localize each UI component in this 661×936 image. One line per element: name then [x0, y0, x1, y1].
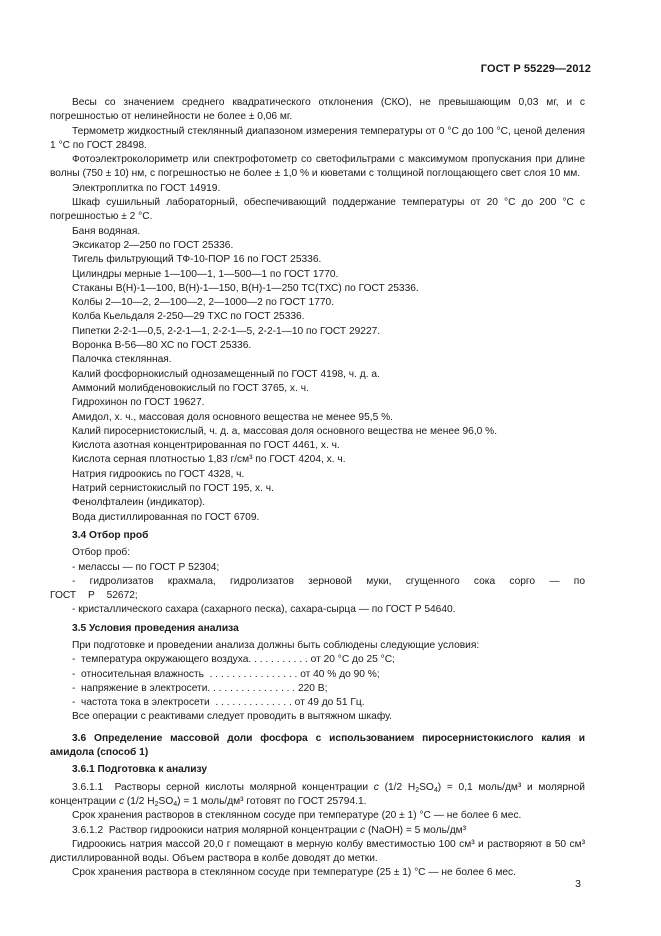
- list-item: Баня водяная.: [72, 225, 141, 237]
- sampling-item: - гидролизатов крахмала, гидролизатов зерновой муки, сгущенного сока сорго — по ГОСТ Р 52672;: [50, 575, 585, 602]
- list-item: Колбы 2—10—2, 2—100—2, 2—1000—2 по ГОСТ 1770.: [72, 297, 335, 309]
- list-item: Стаканы В(Н)-1—100, В(Н)-1—150, В(Н)-1—250 ТС(ТХС) по ГОСТ 25336.: [72, 282, 419, 294]
- sampling-item: - кристаллического сахара (сахарного песка), сахара-сырца — по ГОСТ Р 54640.: [72, 604, 456, 616]
- list-item: Калий пиросернистокислый, ч. д. а, массовая доля основного вещества не менее 96,0 %.: [72, 425, 498, 437]
- storage-term-2: Срок хранения раствора в стеклянном сосуде при температуре (25 ± 1) °С — не более 6 мес.: [72, 867, 516, 879]
- section-heading-3-6-1: 3.6.1 Подготовка к анализу: [72, 764, 208, 776]
- page-number: 3: [575, 878, 581, 890]
- section-heading-3-5: 3.5 Условия проведения анализа: [72, 622, 239, 634]
- condition-item: - частота тока в электросети . . . . . . . . . . . . . . от 49 до 51 Гц.: [72, 697, 365, 709]
- clause-number: 3.6.1.1: [72, 781, 104, 793]
- condition-item: - относительная влажность . . . . . . . . . . . . . . . . от 40 % до 90 %;: [72, 668, 380, 680]
- sampling-item: - мелассы — по ГОСТ Р 52304;: [72, 561, 220, 573]
- formula: (1/2 $H_2SO_4$): [126, 795, 181, 808]
- fume-hood-note: Все операции с реактивами следует проводить в вытяжном шкафу.: [72, 711, 392, 723]
- document-code-header: ГОСТ Р 55229—2012: [480, 63, 591, 75]
- list-item: Натрия гидроокись по ГОСТ 4328, ч.: [72, 468, 245, 480]
- list-item: Воронка В-56—80 ХС по ГОСТ 25336.: [72, 340, 252, 352]
- list-item: Гидрохинон по ГОСТ 19627.: [72, 397, 205, 409]
- paragraph-thermometer: Термометр жидкостный стеклянный диапазоном измерения температуры от 0 °С до 100 °С, ценой деления 1 °С по ГОСТ 28498.: [50, 125, 585, 151]
- naoh-preparation: Гидроокись натрия массой 20,0 г помещают в мерную колбу вместимостью 100 см³ и растворяют в 50 см³ дистиллированной воды. Объем раствора в колбе доводят до метки.: [50, 838, 585, 865]
- page-body: [50, 96, 585, 881]
- list-item: Цилиндры мерные 1—100—1, 1—500—1 по ГОСТ 1770.: [72, 268, 339, 280]
- list-item: Палочка стеклянная.: [72, 354, 172, 366]
- list-item: Калий фосфорнокислый однозамещенный по ГОСТ 4198, ч. д. а.: [72, 368, 380, 380]
- variable-c: с: [373, 781, 379, 793]
- storage-term-1: Срок хранения растворов в стеклянном сосуде при температуре (20 ± 1) °С — не более 6 мес.: [72, 810, 522, 822]
- equipment-list: [50, 225, 585, 525]
- section-heading-3-6: 3.6 Определение массовой доли фосфора с использованием пиросернистокислого калия и амидола (способ 1): [50, 732, 585, 759]
- section-heading-3-4: 3.4 Отбор проб: [72, 529, 149, 541]
- list-item: Натрий сернистокислый по ГОСТ 195, х. ч.: [72, 483, 274, 495]
- list-item: Эксикатор 2—250 по ГОСТ 25336.: [72, 239, 234, 251]
- list-item: Колба Кьельдаля 2-250—29 ТХС по ГОСТ 25336.: [72, 311, 305, 323]
- paragraph-hotplate: Электроплитка по ГОСТ 14919.: [72, 182, 221, 194]
- list-item: Аммоний молибденовокислый по ГОСТ 3765, х. ч.: [72, 382, 309, 394]
- paragraph-scales: Весы со значением среднего квадратического отклонения (СКО), не превышающим 0,03 мг, и с погрешностью от нелинейности не более ± 0,06 мг.: [50, 97, 585, 123]
- condition-item: - напряжение в электросети. . . . . . . . . . . . . . . . 220 В;: [72, 682, 328, 694]
- clause-number: 3.6.1.2: [72, 824, 104, 836]
- list-item: Амидол, х. ч., массовая доля основного вещества не менее 95,5 %.: [72, 411, 393, 423]
- variable-c: с: [360, 824, 366, 836]
- paragraph-3-6-1-2: 3.6.1.2 Раствор гидроокиси натрия молярной концентрации с (NaOH) = 5 моль/дм³: [72, 824, 467, 836]
- list-item: Пипетки 2-2-1—0,5, 2-2-1—1, 2-2-1—5, 2-2-1—10 по ГОСТ 29227.: [72, 325, 381, 337]
- variable-c: с: [118, 795, 125, 807]
- paragraph-drying-oven: Шкаф сушильный лабораторный, обеспечивающий поддержание температуры от 20 °С до 200 °С с погрешностью ± 2 °С.: [50, 197, 585, 223]
- list-item: Кислота азотная концентрированная по ГОСТ 4461, х. ч.: [72, 440, 340, 452]
- formula: (1/2 $H_2SO_4$): [384, 781, 442, 794]
- paragraph-3-6-1-1: 3.6.1.1 Растворы серной кислоты молярной концентрации с (1/2 $H_2SO_4) = 0,1$ моль/дм³ и молярной концентрации с (1/2 $H_2SO_4) = 1$ моль/дм³ готовят по ГОСТ 25794.1.: [50, 781, 585, 808]
- list-item: Вода дистиллированная по ГОСТ 6709.: [72, 511, 260, 523]
- list-item: Тигель фильтрующий ТФ-10-ПОР 16 по ГОСТ 25336.: [72, 254, 322, 266]
- list-item: Фенолфталеин (индикатор).: [72, 497, 206, 509]
- list-item: Кислота серная плотностью 1,83 г/см³ по ГОСТ 4204, х. ч.: [72, 454, 346, 466]
- conditions-intro: При подготовке и проведении анализа должны быть соблюдены следующие условия:: [72, 639, 480, 651]
- paragraph-photocolorimeter: Фотоэлектроколориметр или спектрофотометр со светофильтрами с максимумом пропускания при длине волны (750 ± 10) нм, с погрешностью не более ± 1,0 % и кюветами с толщиной поглощающего свет слоя 10 мм.: [50, 154, 585, 180]
- sampling-intro: Отбор проб:: [72, 547, 131, 559]
- condition-item: - температура окружающего воздуха. . . . . . . . . . . от 20 °С до 25 °С;: [72, 654, 395, 666]
